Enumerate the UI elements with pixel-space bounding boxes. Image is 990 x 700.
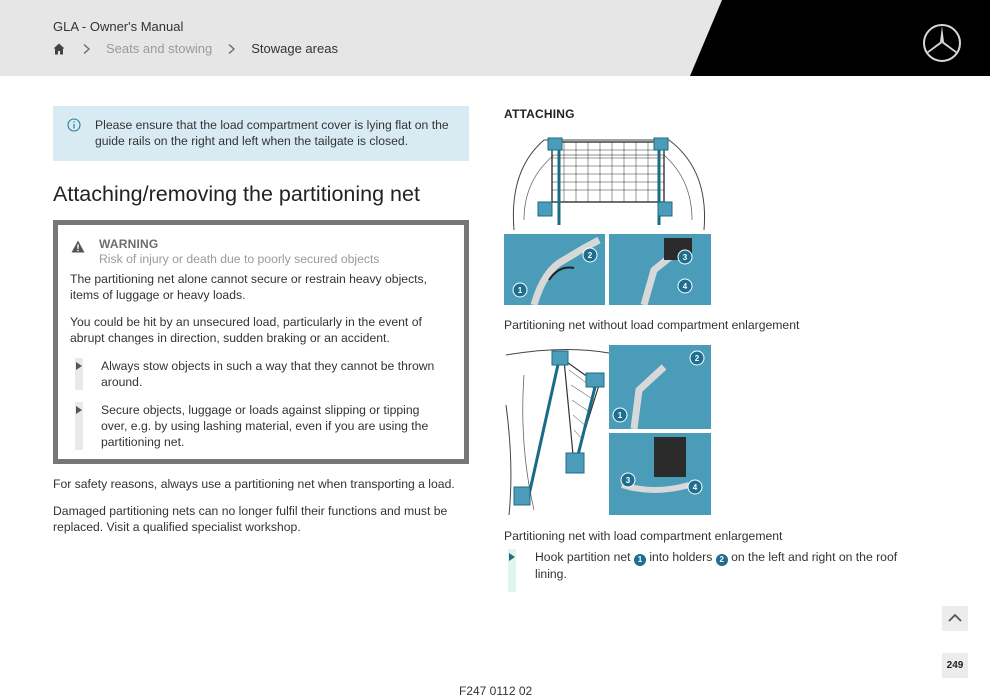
manual-title: GLA - Owner's Manual <box>53 19 184 34</box>
body-paragraph: Damaged partitioning nets can no longer fulfil their functions and must be replaced. Visit a qualified specialist workshop. <box>53 504 448 534</box>
header-bar <box>0 0 990 76</box>
info-note <box>53 106 469 161</box>
svg-text:3: 3 <box>625 476 631 485</box>
bullet-arrow-icon <box>76 362 82 370</box>
svg-text:4: 4 <box>682 282 688 291</box>
warning-heading: WARNING <box>99 237 159 251</box>
svg-text:4: 4 <box>692 483 698 492</box>
mercedes-star-logo-icon[interactable] <box>922 23 962 63</box>
warning-subheading: Risk of injury or death due to poorly secured objects <box>99 252 380 266</box>
bullet-text: Always stow objects in such a way that they cannot be thrown around. <box>101 359 435 389</box>
svg-text:1: 1 <box>617 411 623 420</box>
chevron-up-icon <box>942 606 968 631</box>
figure-caption: Partitioning net with load compartment enlargement <box>504 529 783 543</box>
attaching-heading: ATTACHING <box>504 107 575 121</box>
info-note-text: Please ensure that the load compartment cover is lying flat on the guide rails on the right and left when the tailgate is closed. <box>95 118 449 148</box>
section-title: Attaching/removing the partitioning net <box>53 182 420 206</box>
figure-id: F247 0112 02 <box>459 684 533 698</box>
chevron-right-icon <box>82 44 91 54</box>
step-text-part: on the left and right on the roof lining. <box>535 550 898 581</box>
bullet-arrow-icon <box>76 406 82 414</box>
warning-paragraph: The partitioning net alone cannot secure or restrain heavy objects, items of luggage or heavy loads. <box>70 272 428 302</box>
breadcrumb <box>53 41 338 56</box>
svg-text:2: 2 <box>694 354 700 363</box>
number-badge: 1 <box>634 554 646 566</box>
bullet-text: Secure objects, luggage or loads against slipping or tipping over, e.g. by using lashing material, even if you are using the partitioning net. <box>101 403 429 449</box>
scroll-to-top-button[interactable] <box>942 606 968 631</box>
figure-caption: Partitioning net without load compartment enlargement <box>504 318 800 332</box>
chevron-right-icon <box>227 44 236 54</box>
step-arrow-icon <box>509 553 515 561</box>
breadcrumb-current-stowage-areas: Stowage areas <box>251 41 338 56</box>
step-text-part: into holders <box>649 550 713 564</box>
warning-paragraph: You could be hit by an unsecured load, particularly in the event of abrupt changes in direction, sudden braking or an accident. <box>70 315 422 345</box>
warning-bullet-item <box>70 358 448 390</box>
warning-triangle-icon <box>71 240 85 253</box>
illustration-net-without-enlargement <box>504 130 711 305</box>
home-icon[interactable] <box>53 43 65 55</box>
instruction-step <box>504 549 914 583</box>
warning-box <box>53 220 469 464</box>
svg-text:2: 2 <box>587 251 593 260</box>
illustration-net-with-enlargement <box>504 345 711 515</box>
warning-bullet-item <box>70 402 448 450</box>
breadcrumb-link-seats-and-stowing[interactable]: Seats and stowing <box>106 41 213 56</box>
svg-text:1: 1 <box>517 286 523 295</box>
number-badge: 2 <box>716 554 728 566</box>
info-icon <box>67 118 81 132</box>
step-text-part: Hook partition net <box>535 550 631 564</box>
page-number: 249 <box>942 653 968 678</box>
body-paragraph: For safety reasons, always use a partitioning net when transporting a load. <box>53 477 455 491</box>
svg-text:3: 3 <box>682 253 688 262</box>
